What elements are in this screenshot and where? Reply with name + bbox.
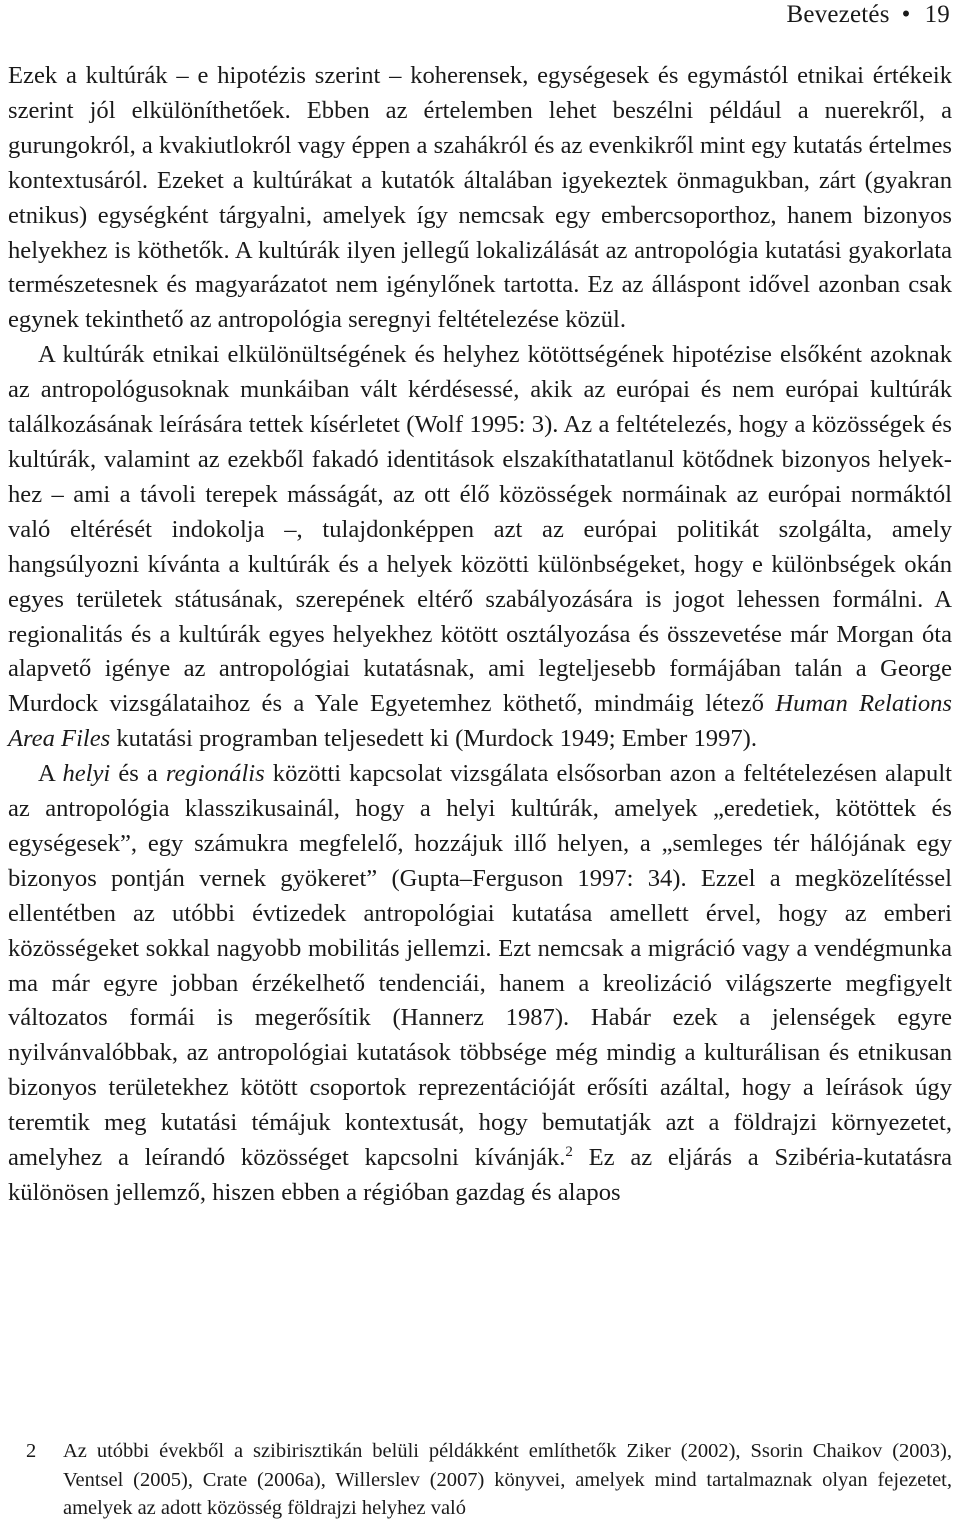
footnote-reference: 2 bbox=[565, 1144, 573, 1161]
italic-text: regionális bbox=[165, 760, 265, 788]
text-run: A bbox=[38, 760, 63, 788]
text-run: közötti kapcsolat vizsgálata elsősorban azon a feltételezésen alapult az antropológia klasszikusainál, hogy a helyi kultúrák, amelyek „eredetiek, kötöttek és egységesek”, egy számukra megfelelő, hozzájuk illő helyen, a „semleges tér hálójának egy bizonyos pontján vernek gyökeret” (Gupta–Ferguson 1997: 34). Ezzel a megközelítéssel ellentétben az utóbbi évtizedek antropológiai kutatása amellett érvel, hogy az emberi közösségeket sokkal nagyobb mobilitás jellemzi. Ezt nemcsak a migráció vagy a vendégmunka ma már egyre jobban érzékelhető tendenciái, hanem a kreolizáció világszerte megfigyelt változatos formái is megerősítik (Hannerz 1987). Habár ezek a jelenségek egyre nyilvánvalóbbak, az antropológiai kutatások többsége még mindig a kulturálisan és etnikusan bizonyos területekhez kötött csoportok reprezentációját erősíti azáltal, hogy a leírások úgy teremtik meg kutatási témájuk kontextusát, hogy bemutatják azt a földrajzi környezetet, amelyhez a leírandó közösséget kapcsolni kívánják. bbox=[8, 760, 952, 1172]
paragraph bbox=[8, 338, 952, 757]
text-run: kutatási programban teljesedett ki (Murdock 1949; Ember 1997). bbox=[110, 725, 758, 753]
paragraph bbox=[8, 59, 952, 338]
page-number: 19 bbox=[924, 1, 950, 28]
italic-text: Human Relations Area Files bbox=[8, 690, 952, 753]
footnote-text: Az utóbbi évekből a szibirisztikán belüli példákként említhetők Ziker (2002), Ssorin Chaikov (2003), Ventsel (2005), Crate (2006a), Willerslev (2007) könyvei, amelyek mind tartalmaznak olyan fejezetet, amelyek az adott közösség földrajzi helyhez való bbox=[63, 1440, 952, 1520]
text-run: és a bbox=[110, 760, 166, 788]
text-run: Ezek a kultúrák – e hipotézis szerint – koherensek, egységesek és egymástól etnikai értékeik szerint jól elkülöníthetőek. Ebben az értelemben lehet beszélni például a nuerekről, a gurungokról, a kvakiutlokról vagy éppen a szahákról és az evenkikről mint egy kutatás értelmes kontextusáról. Ezeket a kultúrákat a kutatók általában igyekeztek önmagukban, zárt (gyakran etnikus) egységként tárgyalni, amelyek így nemcsak egy embercsoporthoz, hanem bizonyos helyekhez is köthetők. A kultúrák ilyen jellegű lokalizálását az antropológia kutatási gyakorlata természetesnek és magyarázatot nem igénylőnek tartotta. Ez az álláspont idővel azonban csak egynek tekinthető az antropológia seregnyi feltételezése közül. bbox=[8, 62, 952, 334]
paragraph bbox=[8, 757, 952, 1211]
footnote-number: 2 bbox=[26, 1440, 37, 1462]
text-run: A kultúrák etnikai elkülönültségének és helyhez kötöttségének hipotézise elsőként azoknak az antropológusoknak munkáiban vált kérdésessé, akik az európai és nem európai kultúrák találkozásának leírására tettek kísérletet (Wolf 1995: 3). Az a feltételezés, hogy a közösségek és kultúrák, valamint az ezekből fakadó identitások elszakíthatatlanul kötődnek bizonyos helyekhez – ami a távoli terepek másságát, az ott élő közösségek normáinak az európai normáktól való eltérését indokolja –, tulajdonképpen azt az európai politikát szolgálta, amely hangsúlyozni kívánta a kultúrák és a helyek közötti különbségeket, hogy e különbségek okán egyes területek státusának, szerepének eltérő szabályozására is jogot lehessen formálni. A regionalitás és a kultúrák egyes helyekhez kötött osztályozása és összevetése már Morgan óta alapvető igénye az antropológiai kutatásnak, ami legteljesebb formájában talán a George Murdock vizsgálataihoz és a Yale Egyetemhez köthető, mindmáig létező bbox=[8, 341, 952, 718]
footnote bbox=[8, 1437, 952, 1523]
body-text bbox=[8, 59, 952, 1211]
running-head-separator: • bbox=[901, 1, 911, 28]
running-head bbox=[787, 0, 951, 30]
text-run: Ez az eljárás a Szibéria-kutatásra különösen jellemző, hiszen ebben a régióban gazdag és alapos bbox=[8, 1144, 952, 1206]
running-head-section: Bevezetés bbox=[786, 1, 890, 28]
italic-text: helyi bbox=[62, 760, 111, 788]
